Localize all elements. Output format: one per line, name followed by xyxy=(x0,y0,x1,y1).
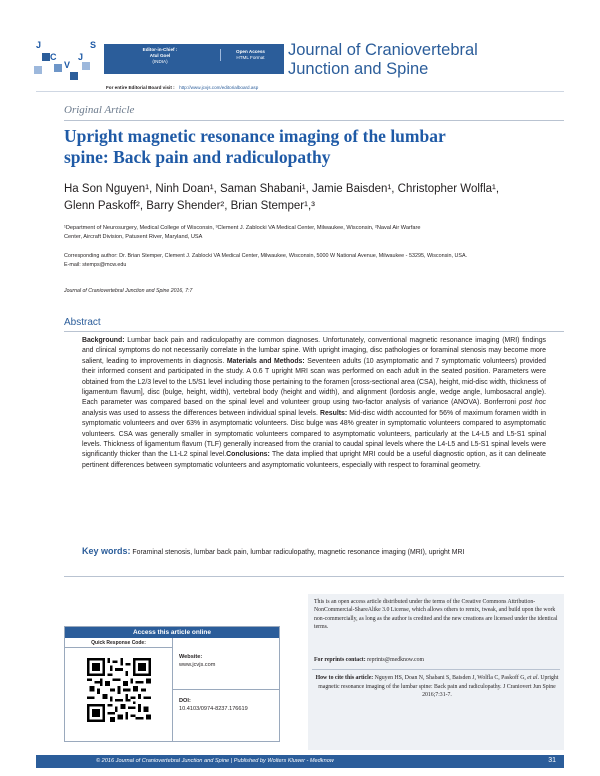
author-list xyxy=(64,181,564,215)
doi-block xyxy=(179,697,248,713)
editor-label: Editor-in-Chief : xyxy=(142,47,178,52)
cite-italic: et al xyxy=(527,675,538,681)
affiliation-line: ¹Department of Neurosurgery, Medical College of Wisconsin, ³Clement J. Zablocki VA Medical Center, Milwaukee, Wisconsin, ²Naval Air Warfare xyxy=(64,225,421,231)
divider xyxy=(173,689,279,690)
qr-code-icon[interactable] xyxy=(87,658,151,722)
editor-country: (INDIA) xyxy=(152,59,168,64)
keywords-text: Foraminal stenosis, lumbar back pain, lumbar radiculopathy, magnetic resonance imaging (MRI), upright MRI xyxy=(130,549,465,556)
results-text: Mid-disc width accounted for 56% of maximum foramen width in symptomatic volunteers and over 63% in asymptomatic volunteers. Disc bulge was 48% greater in symptomatic volunteers compared to asymptomatic volunteers. CSA was generally smaller in symptomatic volunteers compared to asymptomatic volunteers, particularly at the L4-L5 and L5-S1 spinal levels. Thickness of ligamentum flavum (TLF) generally increased from the cranial to caudal spinal levels where the L4-L5 and L5-S1 spinal levels were significantly thicker than the L1-L2 spinal level. xyxy=(82,409,546,459)
logo-letter: J xyxy=(78,52,84,62)
editor-name: Atul Goel xyxy=(149,53,171,58)
corresponding-email: E-mail: stemps@mcw.edu xyxy=(64,262,127,268)
corresponding-line: Corresponding author: Dr. Brian Stemper, Clement J. Zablocki VA Medical Center, Milwaukee, Wisconsin, 5000 W National Avenue, Milwaukee - 53295, Wisconsin, USA. xyxy=(64,253,468,259)
open-access-label: Open Access xyxy=(236,49,265,54)
background-label: Background: xyxy=(82,337,125,344)
methods-text-end: analysis was used to assess the differences between individual spinal levels. xyxy=(82,409,320,417)
website-label: Website: xyxy=(179,654,203,660)
journal-title-line: Journal of Craniovertebral xyxy=(288,41,478,59)
access-box-title: Access this article online xyxy=(65,627,279,638)
title-line: Upright magnetic resonance imaging of the lumbar xyxy=(64,126,446,146)
reprints-label: For reprints contact: xyxy=(314,657,366,663)
logo-letter: C xyxy=(50,52,57,62)
cite-label: How to cite this article: xyxy=(315,675,374,681)
abstract-body xyxy=(82,336,546,471)
how-to-cite xyxy=(314,674,560,700)
journal-citation: Journal of Craniovertebral Junction and Spine 2016, 7:7 xyxy=(64,288,193,294)
journal-logo xyxy=(34,40,98,84)
methods-text: Seventeen adults (10 asymptomatic and 7 symptomatic volunteers) provided their informed consent and participated in the study. A 0.6 T upright MRI scan was performed on each adult in the seated position. Parameters were obtained from the L2/3 level to the L5/S1 level including those pertaining to the foramen [cross-sectional area (CSA), height, mid-disc width, thickness of ligamentum flavum], disc (bulge, height, width), vertebral body (height and width), and alignment (lordosis angle, wedge angle, lumbosacral angle). Each parameter was compared based on the spinal level and volunteer group using two-factor analysis of variance (ANOVA). Bonferroni xyxy=(82,357,546,407)
article-title xyxy=(64,126,564,168)
editor-block xyxy=(110,47,210,65)
qr-label: Quick Response Code: xyxy=(65,638,173,648)
header-divider xyxy=(36,91,564,92)
website-link[interactable]: www.jcvjs.com xyxy=(179,662,216,668)
header-band xyxy=(104,44,284,74)
reprints-email-link[interactable]: reprints@medknow.com xyxy=(365,657,425,663)
board-url-link[interactable]: http://www.jcvjs.com/editorialboard.asp xyxy=(179,85,259,90)
methods-label: Materials and Methods: xyxy=(226,357,305,365)
doi-link[interactable]: 10.4103/0974-8237.176619 xyxy=(179,706,248,712)
divider xyxy=(64,576,564,577)
access-block xyxy=(220,49,280,61)
page-footer xyxy=(36,755,564,768)
license-text: This is an open access article distributed under the terms of the Creative Commons Attribution-NonCommercial-ShareAlike 3.0 License, which allows others to remix, tweak, and build upon the work non-commercially, as long as the author is credited and the new creations are licensed under the identical terms. xyxy=(314,599,558,631)
cite-text-end: . Upright magnetic resonance imaging of the lumbar spine: Back pain and radiculopathy. J Craniovert Jun Spine 2016;7:31-7. xyxy=(318,675,559,699)
conclusions-text: The data implied that upright MRI could be a useful diagnostic option, as it can delineate pertinent differences between symptomatic volunteers and asymptomatic volunteers, especially with respect to foraminal geometry. xyxy=(82,451,546,469)
results-label: Results: xyxy=(319,409,348,417)
cite-text: Nguyen HS, Doan N, Shabani S, Baisden J, Wolfla C, Paskoff G, xyxy=(373,675,528,681)
journal-title-line: Junction and Spine xyxy=(288,60,429,78)
authors-line: Ha Son Nguyen¹, Ninh Doan¹, Saman Shabani¹, Jamie Baisden¹, Christopher Wolfla¹, xyxy=(64,183,500,195)
divider xyxy=(64,120,564,121)
logo-letter: S xyxy=(90,40,97,50)
doi-label: DOI: xyxy=(179,698,191,704)
format-label: HTML Format xyxy=(236,55,265,60)
affiliations xyxy=(64,224,564,242)
article-type: Original Article xyxy=(64,104,135,116)
title-line: spine: Back pain and radiculopathy xyxy=(64,147,331,167)
logo-letter: V xyxy=(64,60,71,70)
qr-cell xyxy=(65,648,173,741)
website-block xyxy=(179,653,215,669)
methods-italic: post hoc xyxy=(518,399,546,407)
authors-line: Glenn Paskoff², Barry Shender², Brian Stemper¹,³ xyxy=(64,200,315,212)
access-online-box xyxy=(64,626,280,742)
keywords-label: Key words: xyxy=(82,546,131,556)
board-label: For entire Editorial Board visit : xyxy=(106,85,175,90)
abstract-heading: Abstract xyxy=(64,317,101,328)
corresponding-author xyxy=(64,252,564,270)
logo-letter: J xyxy=(36,40,42,50)
divider xyxy=(312,669,560,670)
footer-text: © 2016 Journal of Craniovertebral Junction and Spine | Published by Wolters Kluwer - Medknow xyxy=(96,758,334,764)
affiliation-line: Center, Aircraft Division, Patuxent River, Maryland, USA xyxy=(64,234,203,240)
license-box xyxy=(308,594,564,750)
divider xyxy=(64,331,564,332)
editorial-board-line xyxy=(106,76,284,90)
keywords xyxy=(82,546,546,558)
conclusions-label: Conclusions: xyxy=(226,451,270,459)
background-text: Lumbar back pain and radiculopathy are common diagnoses. Unfortunately, conventional magnetic resonance imaging (MRI) findings and clinical symptoms do not necessarily correlate in the lumbar spine. With upright imaging, disc pathologies or foraminal stenosis may become more salient, leading to improvements in diagnosis. xyxy=(82,337,546,365)
journal-title xyxy=(288,41,588,79)
page-number: 31 xyxy=(548,757,556,764)
reprints-line xyxy=(314,657,560,663)
